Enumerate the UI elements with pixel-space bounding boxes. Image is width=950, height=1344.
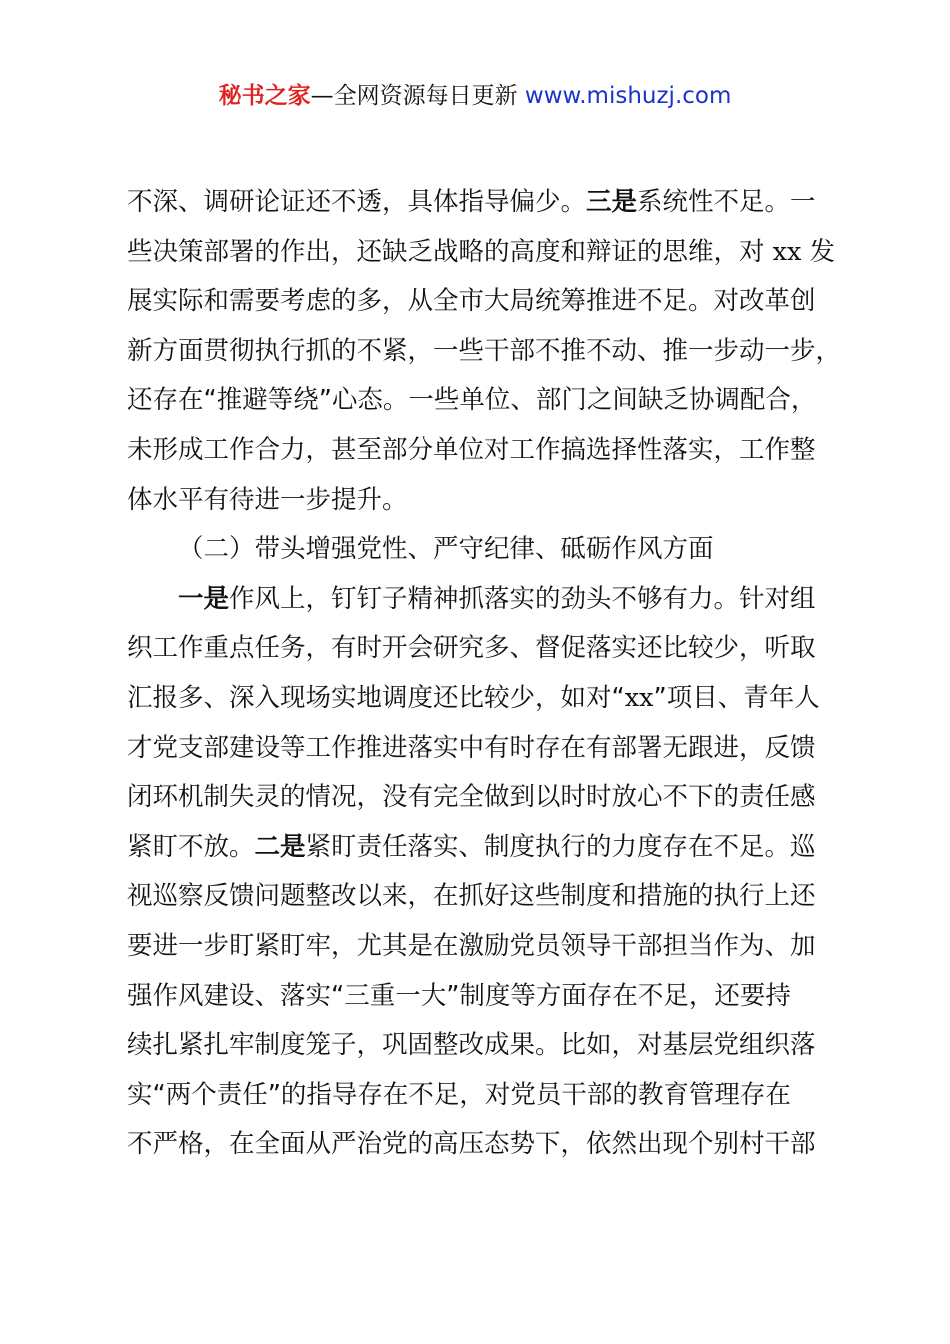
text-line: 还存在“推避等绕”心态。一些单位、部门之间缺乏协调配合， (127, 385, 817, 416)
text-line: 强作风建设、落实“三重一大”制度等方面存在不足，还要持 (127, 980, 791, 1011)
text-line: 未形成工作合力，甚至部分单位对工作搞选择性落实，工作整 (127, 434, 816, 465)
placeholder-xx: xx (772, 236, 802, 267)
text-line: 续扎紧扎牢制度笼子，巩固整改成果。比如，对基层党组织落 (127, 1030, 816, 1061)
text-line: 不严格，在全面从严治党的高压态势下，依然出现个别村干部 (127, 1129, 816, 1160)
text-line: 体水平有待进一步提升。 (127, 484, 408, 515)
text-line: 汇报多、深入现场实地调度还比较少，如对“xx”项目、青年人 (127, 682, 820, 713)
site-header (0, 78, 950, 114)
bold-keyword: 一是 (178, 583, 230, 614)
text-line: 才党支部建设等工作推进落实中有时存在有部署无跟进，反馈 (127, 732, 816, 763)
document-body (127, 178, 847, 1170)
text-line: 些决策部署的作出，还缺乏战略的高度和辩证的思维，对 xx 发 (127, 236, 835, 267)
text-line: 新方面贯彻执行抓的不紧，一些干部不推不动、推一步动一步， (127, 335, 842, 366)
placeholder-xx: xx (624, 682, 654, 713)
text-line: 实“两个责任”的指导存在不足，对党员干部的教育管理存在 (127, 1079, 791, 1110)
bold-keyword: 三是 (586, 187, 638, 217)
brand-name: 秘书之家 (218, 83, 311, 109)
site-url-link[interactable]: www.mishuzj.com (524, 83, 732, 109)
text-line: 一是作风上，钉钉子精神抓落实的劲头不够有力。针对组 (178, 583, 816, 614)
text-line: 紧盯不放。二是紧盯责任落实、制度执行的力度存在不足。巡 (127, 831, 816, 862)
bold-keyword: 二是 (254, 831, 306, 862)
section-heading: （二）带头增强党性、严守纪律、砥砺作风方面 (178, 534, 714, 565)
text-line: 展实际和需要考虑的多，从全市大局统筹推进不足。对改革创 (127, 286, 816, 317)
text-line: 闭环机制失灵的情况，没有完全做到以时时放心不下的责任感 (127, 782, 816, 813)
text-line: 要进一步盯紧盯牢，尤其是在激励党员领导干部担当作为、加 (127, 930, 816, 961)
text-line: 织工作重点任务，有时开会研究多、督促落实还比较少，听取 (127, 633, 816, 664)
text-line: 视巡察反馈问题整改以来，在抓好这些制度和措施的执行上还 (127, 881, 816, 912)
header-tagline: —全网资源每日更新 (310, 83, 518, 109)
text-line: 不深、调研论证还不透，具体指导偏少。三是系统性不足。一 (127, 187, 816, 217)
